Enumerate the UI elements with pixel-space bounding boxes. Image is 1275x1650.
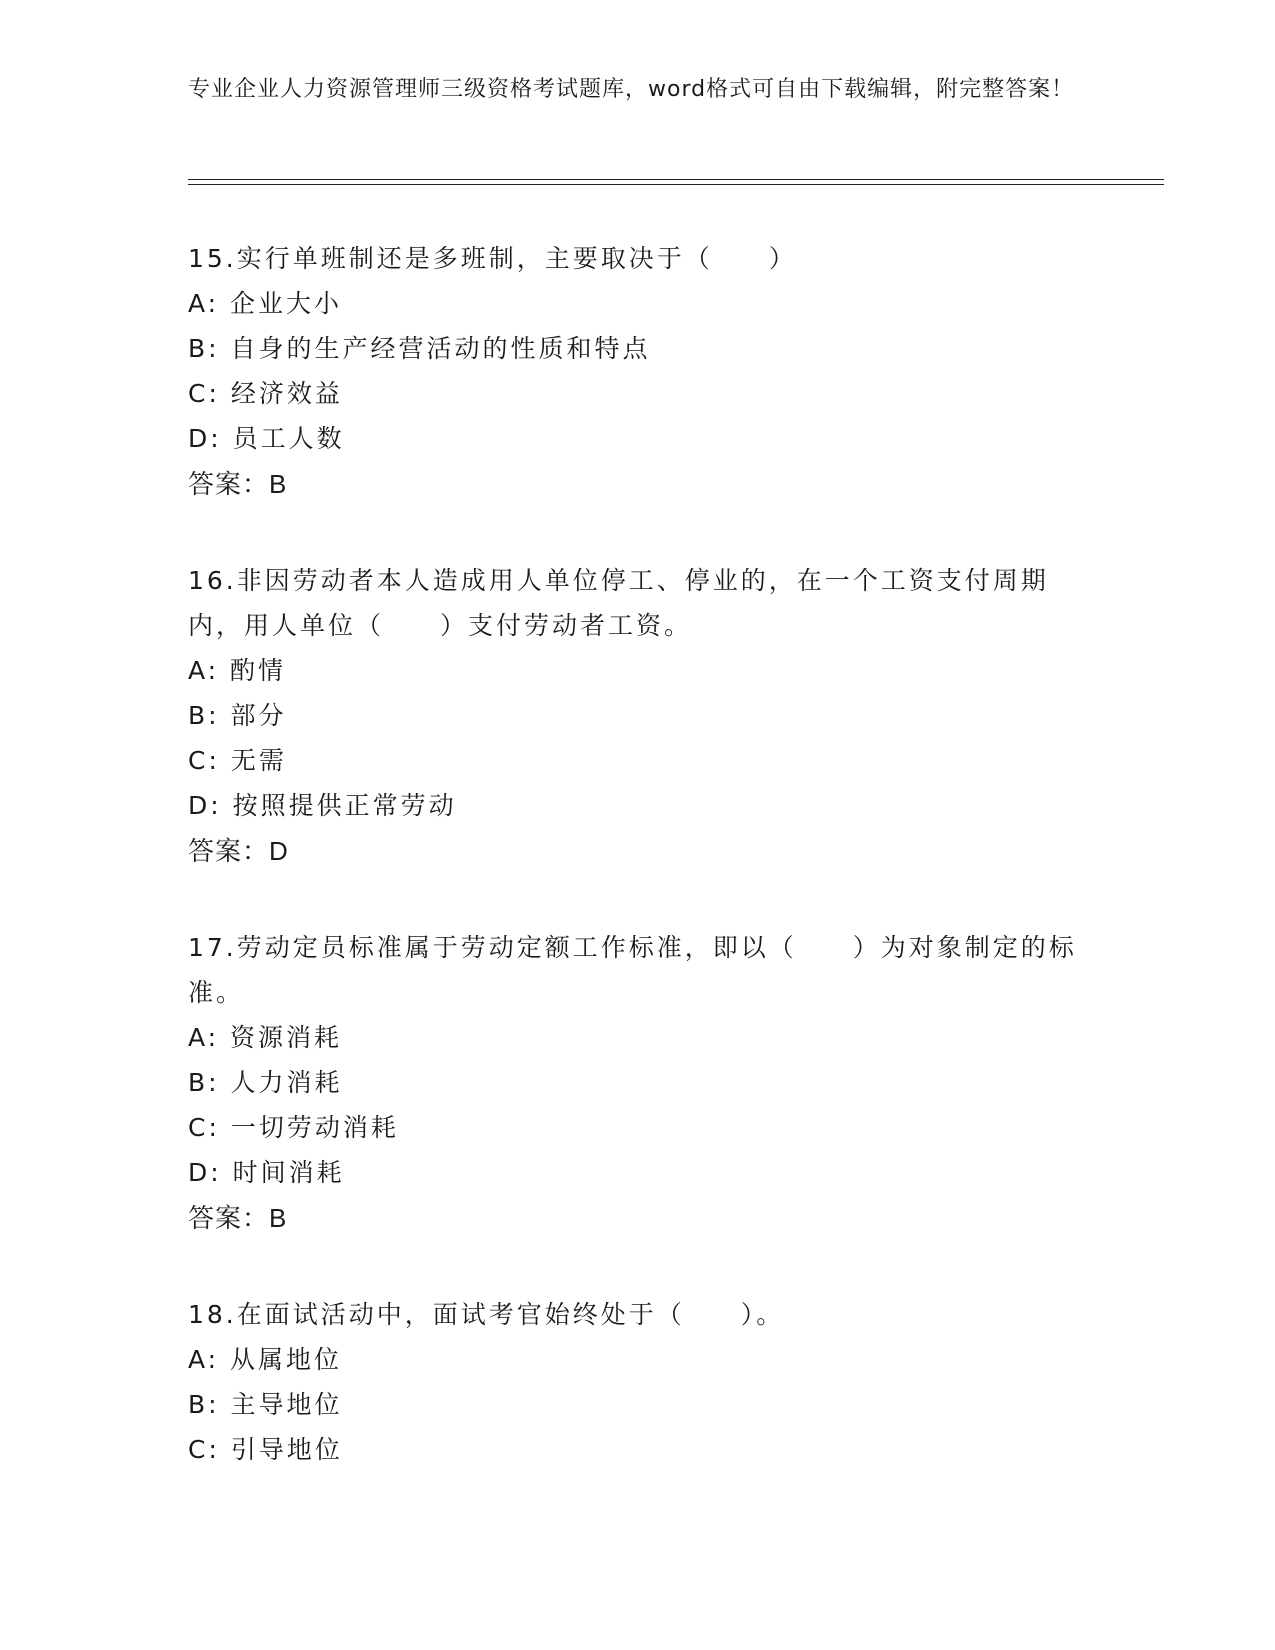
question-stem: 15.实行单班制还是多班制，主要取决于（ ） — [188, 244, 797, 273]
option-b: B: 主导地位 — [188, 1390, 343, 1419]
option-a: A: 从属地位 — [188, 1345, 343, 1374]
header-rule-bottom — [188, 184, 1164, 185]
question-stem: 17.劳动定员标准属于劳动定额工作标准，即以（ ）为对象制定的标准。 — [188, 933, 1077, 1007]
option-a: A: 资源消耗 — [188, 1023, 343, 1052]
option-c: C: 无需 — [188, 746, 287, 775]
question-stem: 16.非因劳动者本人造成用人单位停工、停业的，在一个工资支付周期内，用人单位（ ）支付劳动者工资。 — [188, 566, 1049, 640]
option-b: B: 部分 — [188, 701, 287, 730]
option-b: B: 自身的生产经营活动的性质和特点 — [188, 334, 651, 363]
question-17 — [188, 925, 1088, 1241]
option-d: D: 按照提供正常劳动 — [188, 791, 457, 820]
answer: 答案：D — [188, 836, 289, 866]
question-15 — [188, 236, 1088, 507]
option-d: D: 时间消耗 — [188, 1158, 345, 1187]
option-c: C: 引导地位 — [188, 1435, 343, 1464]
question-18 — [188, 1292, 1088, 1472]
answer: 答案：B — [188, 469, 288, 499]
option-a: A: 企业大小 — [188, 289, 343, 318]
option-c: C: 经济效益 — [188, 379, 343, 408]
header-rule-top — [188, 179, 1164, 180]
question-stem: 18.在面试活动中，面试考官始终处于（ ）。 — [188, 1300, 785, 1329]
option-a: A: 酌情 — [188, 656, 287, 685]
option-d: D: 员工人数 — [188, 424, 345, 453]
document-header: 专业企业人力资源管理师三级资格考试题库，word格式可自由下载编辑，附完整答案！ — [188, 77, 1075, 102]
question-16 — [188, 558, 1088, 874]
answer: 答案：B — [188, 1203, 288, 1233]
option-b: B: 人力消耗 — [188, 1068, 343, 1097]
option-c: C: 一切劳动消耗 — [188, 1113, 399, 1142]
